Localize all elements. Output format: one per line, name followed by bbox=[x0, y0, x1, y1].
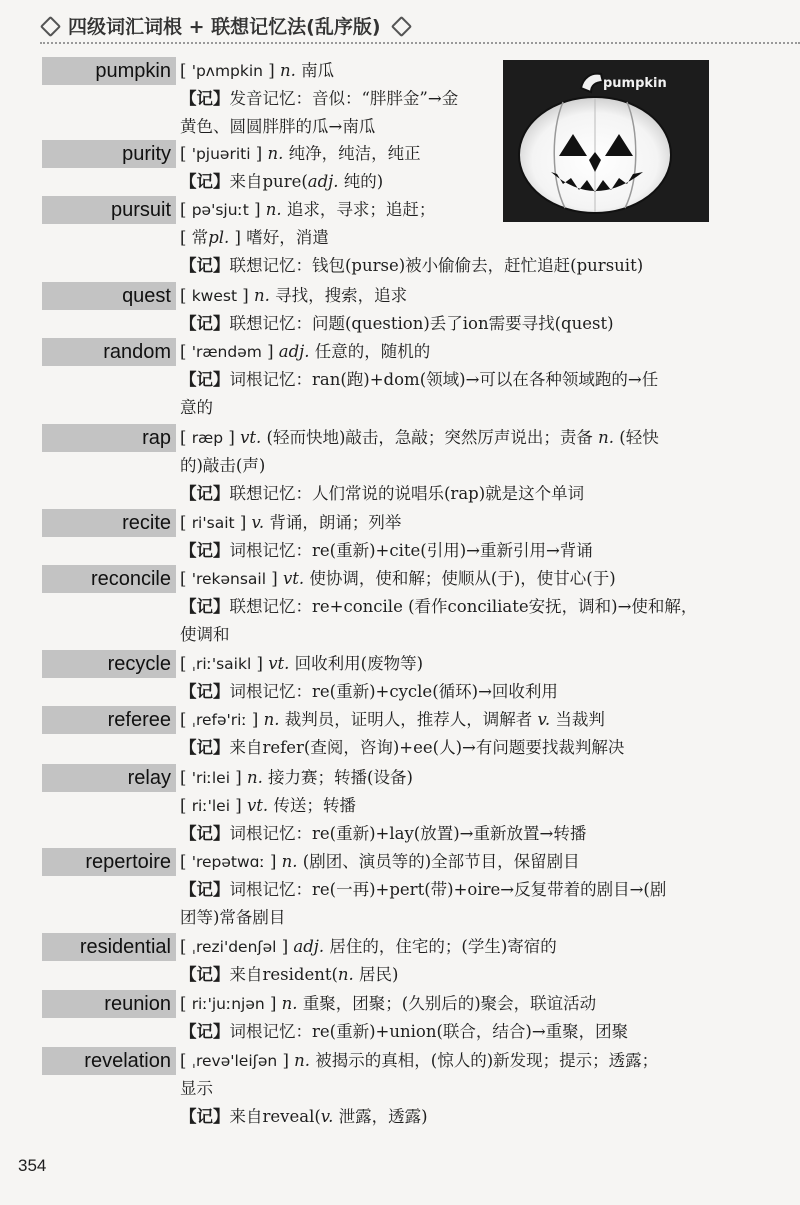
definition-line bbox=[180, 876, 666, 904]
pronunciation: 'rændəm bbox=[191, 343, 262, 361]
definition-text: 裁判员，证明人，推荐人，调解者 bbox=[279, 710, 538, 729]
memo-tag: 【记】 bbox=[180, 314, 230, 334]
definition-text: 重聚，团聚；(久别后的)聚会，联谊活动 bbox=[297, 994, 597, 1013]
memo-tag: 【记】 bbox=[180, 1022, 230, 1042]
part-of-speech: v. bbox=[251, 513, 265, 532]
headword: recite bbox=[122, 512, 171, 534]
diamond-icon bbox=[40, 16, 58, 34]
definition-text: [ bbox=[180, 428, 192, 447]
definition-line bbox=[180, 933, 557, 961]
pronunciation: riː'juːnjən bbox=[191, 995, 265, 1013]
definition-line bbox=[180, 366, 658, 394]
definition-line bbox=[180, 394, 213, 422]
definition-text: 联想记忆：re+concile (看作conciliate安抚，调和)→使和解， bbox=[229, 597, 698, 617]
pronunciation: 'riːlei bbox=[191, 769, 230, 787]
definition-line bbox=[180, 252, 643, 280]
memo-tag: 【记】 bbox=[180, 597, 230, 617]
definition-text: 来自pure( bbox=[229, 172, 308, 192]
definition-text: [ bbox=[180, 1051, 192, 1070]
illustration-caption: pumpkin bbox=[603, 76, 667, 91]
definition-text: [ bbox=[180, 710, 192, 729]
pronunciation: ˌrevə'leiʃən bbox=[191, 1052, 278, 1070]
definition-text: 使协调，使和解；使顺从(于)，使甘心(于) bbox=[304, 569, 616, 588]
definition-text: 任意的，随机的 bbox=[309, 342, 431, 361]
part-of-speech: n. bbox=[246, 768, 263, 787]
memo-tag: 【记】 bbox=[180, 172, 230, 192]
definition-line bbox=[180, 310, 614, 338]
definition-line bbox=[180, 509, 401, 537]
definition-line bbox=[180, 1103, 428, 1131]
headword: recycle bbox=[107, 653, 171, 675]
definition-line bbox=[180, 820, 586, 848]
part-of-speech: vt. bbox=[246, 796, 269, 816]
memo-tag: 【记】 bbox=[180, 89, 230, 109]
part-of-speech: v. bbox=[537, 710, 551, 729]
part-of-speech: n. bbox=[281, 994, 298, 1013]
definition-text: ] bbox=[276, 937, 294, 956]
definition-text: [ 常 bbox=[180, 228, 209, 248]
definition-text: 黄色、圆圆胖胖的瓜→南瓜 bbox=[180, 117, 376, 137]
definition-text: 联想记忆：问题(question)丢了ion需要寻找(quest) bbox=[229, 314, 614, 334]
definition-text: ] bbox=[246, 710, 264, 729]
book-title: 四级词汇词根 + 联想记忆法(乱序版) bbox=[68, 15, 381, 38]
definition-line bbox=[180, 1075, 213, 1103]
definition-text: ] 嗜好，消遣 bbox=[229, 228, 329, 248]
definition-line bbox=[180, 168, 383, 196]
page-number: 354 bbox=[18, 1156, 47, 1175]
pronunciation: ˌrefə'riː bbox=[191, 711, 247, 729]
definition-line bbox=[180, 848, 580, 876]
memo-tag: 【记】 bbox=[180, 370, 230, 390]
definition-line bbox=[180, 650, 423, 678]
definition-text: [ bbox=[180, 286, 192, 305]
definition-text: 接力赛；转播(设备) bbox=[262, 768, 413, 787]
definition-text: 联想记忆：钱包(purse)被小偷偷去，赶忙追赶(pursuit) bbox=[229, 256, 644, 276]
definition-line bbox=[180, 734, 624, 762]
definition-text: 当裁判 bbox=[550, 710, 605, 729]
definition-text: 来自reveal( bbox=[229, 1107, 321, 1127]
definition-line bbox=[180, 792, 356, 820]
part-of-speech: vt. bbox=[240, 428, 262, 447]
definition-text: 来自resident( bbox=[229, 965, 338, 985]
definition-text: [ bbox=[180, 200, 192, 219]
definition-text: ] bbox=[251, 654, 269, 673]
part-of-speech: n. bbox=[265, 200, 282, 219]
definition-text: 联想记忆：人们常说的说唱乐(rap)就是这个单词 bbox=[229, 484, 585, 504]
definition-text: [ bbox=[180, 654, 192, 673]
definition-text: ] bbox=[223, 428, 241, 447]
pronunciation: ræp bbox=[191, 429, 224, 447]
memo-tag: 【记】 bbox=[180, 256, 230, 276]
part-of-speech: pl. bbox=[208, 228, 230, 248]
part-of-speech: n. bbox=[294, 1051, 311, 1070]
part-of-speech: n. bbox=[279, 61, 296, 80]
definition-text: 南瓜 bbox=[295, 61, 335, 80]
part-of-speech: adj. bbox=[293, 937, 325, 956]
memo-tag: 【记】 bbox=[180, 682, 230, 702]
definition-line bbox=[180, 113, 375, 141]
headword: pursuit bbox=[110, 199, 171, 221]
definition-text: [ bbox=[180, 569, 192, 588]
definition-text: [ bbox=[180, 768, 192, 787]
part-of-speech: n. bbox=[267, 144, 284, 163]
definition-text: 来自refer(查阅，咨询)+ee(人)→有问题要找裁判解决 bbox=[229, 738, 625, 758]
definition-text: [ bbox=[180, 937, 192, 956]
definition-text: ] bbox=[264, 994, 282, 1013]
definition-text: (剧团、演员等的)全部节目，保留剧目 bbox=[297, 852, 580, 871]
part-of-speech: v. bbox=[320, 1107, 334, 1127]
definition-text: ] bbox=[263, 61, 280, 80]
definition-text: 寻找，搜索，追求 bbox=[269, 286, 408, 305]
definition-text: 被揭示的真相，(惊人的)新发现；提示；透露； bbox=[310, 1051, 659, 1070]
definition-line bbox=[180, 1018, 628, 1046]
definition-line bbox=[180, 140, 421, 168]
definition-line bbox=[180, 452, 265, 480]
definition-text: 追求，寻求；追赶； bbox=[281, 200, 436, 219]
definition-line bbox=[180, 196, 435, 224]
definition-line bbox=[180, 706, 605, 734]
definition-text: 使调和 bbox=[180, 625, 230, 645]
definition-text: [ bbox=[180, 61, 192, 80]
pronunciation: kwest bbox=[191, 287, 238, 305]
definition-line bbox=[180, 57, 334, 85]
definition-line bbox=[180, 764, 413, 792]
pronunciation: 'pʌmpkin bbox=[191, 62, 264, 80]
part-of-speech: n. bbox=[337, 965, 354, 985]
definition-text: ] bbox=[237, 286, 254, 305]
memo-tag: 【记】 bbox=[180, 880, 230, 900]
definition-text: ] bbox=[234, 513, 252, 532]
definition-text: 背诵，朗诵；列举 bbox=[264, 513, 402, 532]
definition-text: 居住的，住宅的；(学生)寄宿的 bbox=[324, 937, 557, 956]
definition-text: ] bbox=[261, 342, 279, 361]
headword: reconcile bbox=[90, 568, 171, 590]
definition-text: ] bbox=[248, 200, 266, 219]
part-of-speech: vt. bbox=[268, 654, 290, 673]
definition-text: 传送；转播 bbox=[268, 796, 356, 816]
definition-text: (轻快 bbox=[614, 428, 659, 447]
definition-line bbox=[180, 961, 398, 989]
definition-line bbox=[180, 565, 616, 593]
definition-line bbox=[180, 224, 329, 252]
headword: relay bbox=[127, 767, 171, 789]
memo-tag: 【记】 bbox=[180, 541, 230, 561]
headword: referee bbox=[107, 709, 171, 731]
definition-text: 泄露，透露) bbox=[333, 1107, 428, 1127]
definition-text: 团等)常备剧目 bbox=[180, 908, 286, 928]
headword: revelation bbox=[84, 1050, 171, 1072]
headword: pumpkin bbox=[95, 60, 171, 82]
definition-line bbox=[180, 1047, 658, 1075]
definition-text: [ bbox=[180, 513, 192, 532]
definition-text: 纯的) bbox=[338, 172, 384, 192]
definition-text: (轻而快地)敲击，急敲；突然厉声说出；责备 bbox=[261, 428, 599, 447]
definition-text: 发音记忆：音似：“胖胖金”→金 bbox=[229, 89, 459, 109]
definition-text: 显示 bbox=[180, 1079, 213, 1099]
memo-tag: 【记】 bbox=[180, 484, 230, 504]
definition-text: ] bbox=[230, 768, 247, 787]
pronunciation: riː'lei bbox=[191, 797, 230, 816]
pronunciation: ˌrezi'denʃəl bbox=[191, 938, 277, 956]
definition-line bbox=[180, 678, 558, 706]
definition-text: ] bbox=[266, 569, 283, 588]
definition-text: 纯净，纯洁，纯正 bbox=[283, 144, 421, 163]
pronunciation: 'repətwɑː bbox=[191, 853, 265, 871]
definition-text: 词根记忆：re(一再)+pert(带)+oire→反复带着的剧目→(剧 bbox=[229, 880, 667, 900]
definition-text: 回收利用(废物等) bbox=[289, 654, 424, 673]
definition-text: [ bbox=[180, 852, 192, 871]
definition-text: 词根记忆：re(重新)+lay(放置)→重新放置→转播 bbox=[229, 824, 587, 844]
header-rule bbox=[40, 42, 800, 44]
definition-text: [ bbox=[180, 994, 192, 1013]
definition-text: 词根记忆：re(重新)+union(联合，结合)→重聚，团聚 bbox=[229, 1022, 629, 1042]
pronunciation: pə'sjuːt bbox=[191, 201, 249, 219]
part-of-speech: adj. bbox=[307, 172, 339, 192]
definition-text: 居民) bbox=[353, 965, 399, 985]
definition-text: ] bbox=[250, 144, 268, 163]
headword: rap bbox=[142, 427, 171, 449]
definition-text: 词根记忆：ran(跑)+dom(领域)→可以在各种领域跑的→任 bbox=[229, 370, 659, 390]
part-of-speech: n. bbox=[281, 852, 298, 871]
definition-line bbox=[180, 593, 697, 621]
pronunciation: ri'sait bbox=[191, 514, 235, 532]
definition-line bbox=[180, 282, 407, 310]
headword: residential bbox=[79, 936, 171, 958]
definition-line bbox=[180, 85, 458, 113]
definition-text: ] bbox=[230, 796, 247, 816]
part-of-speech: adj. bbox=[278, 342, 310, 361]
definition-line bbox=[180, 537, 593, 565]
pronunciation: 'pjuəriti bbox=[191, 145, 251, 163]
pronunciation: 'rekənsail bbox=[191, 570, 267, 588]
diamond-icon bbox=[391, 16, 409, 34]
definition-text: 的)敲击(声) bbox=[180, 456, 266, 476]
headword: purity bbox=[122, 143, 171, 165]
memo-tag: 【记】 bbox=[180, 1107, 230, 1127]
part-of-speech: vt. bbox=[282, 569, 305, 588]
definition-text: [ bbox=[180, 796, 192, 816]
headword: repertoire bbox=[85, 851, 171, 873]
definition-text: ] bbox=[264, 852, 282, 871]
definition-line bbox=[180, 424, 659, 452]
definition-line bbox=[180, 990, 596, 1018]
definition-text: 词根记忆：re(重新)+cite(引用)→重新引用→背诵 bbox=[229, 541, 593, 561]
pumpkin-illustration bbox=[503, 60, 709, 222]
definition-text: 意的 bbox=[180, 398, 213, 418]
part-of-speech: n. bbox=[598, 428, 615, 447]
memo-tag: 【记】 bbox=[180, 738, 230, 758]
headword: quest bbox=[122, 285, 171, 307]
memo-tag: 【记】 bbox=[180, 824, 230, 844]
definition-line bbox=[180, 621, 230, 649]
definition-text: 词根记忆：re(重新)+cycle(循环)→回收利用 bbox=[229, 682, 558, 702]
definition-text: [ bbox=[180, 342, 192, 361]
definition-text: ] bbox=[277, 1051, 295, 1070]
definition-line bbox=[180, 480, 584, 508]
definition-line bbox=[180, 904, 285, 932]
definition-line bbox=[180, 338, 430, 366]
headword: reunion bbox=[104, 993, 171, 1015]
memo-tag: 【记】 bbox=[180, 965, 230, 985]
definition-text: [ bbox=[180, 144, 192, 163]
pronunciation: ˌriː'saikl bbox=[191, 655, 252, 673]
part-of-speech: n. bbox=[253, 286, 270, 305]
part-of-speech: n. bbox=[263, 710, 280, 729]
running-header bbox=[40, 12, 409, 38]
headword: random bbox=[103, 341, 171, 363]
